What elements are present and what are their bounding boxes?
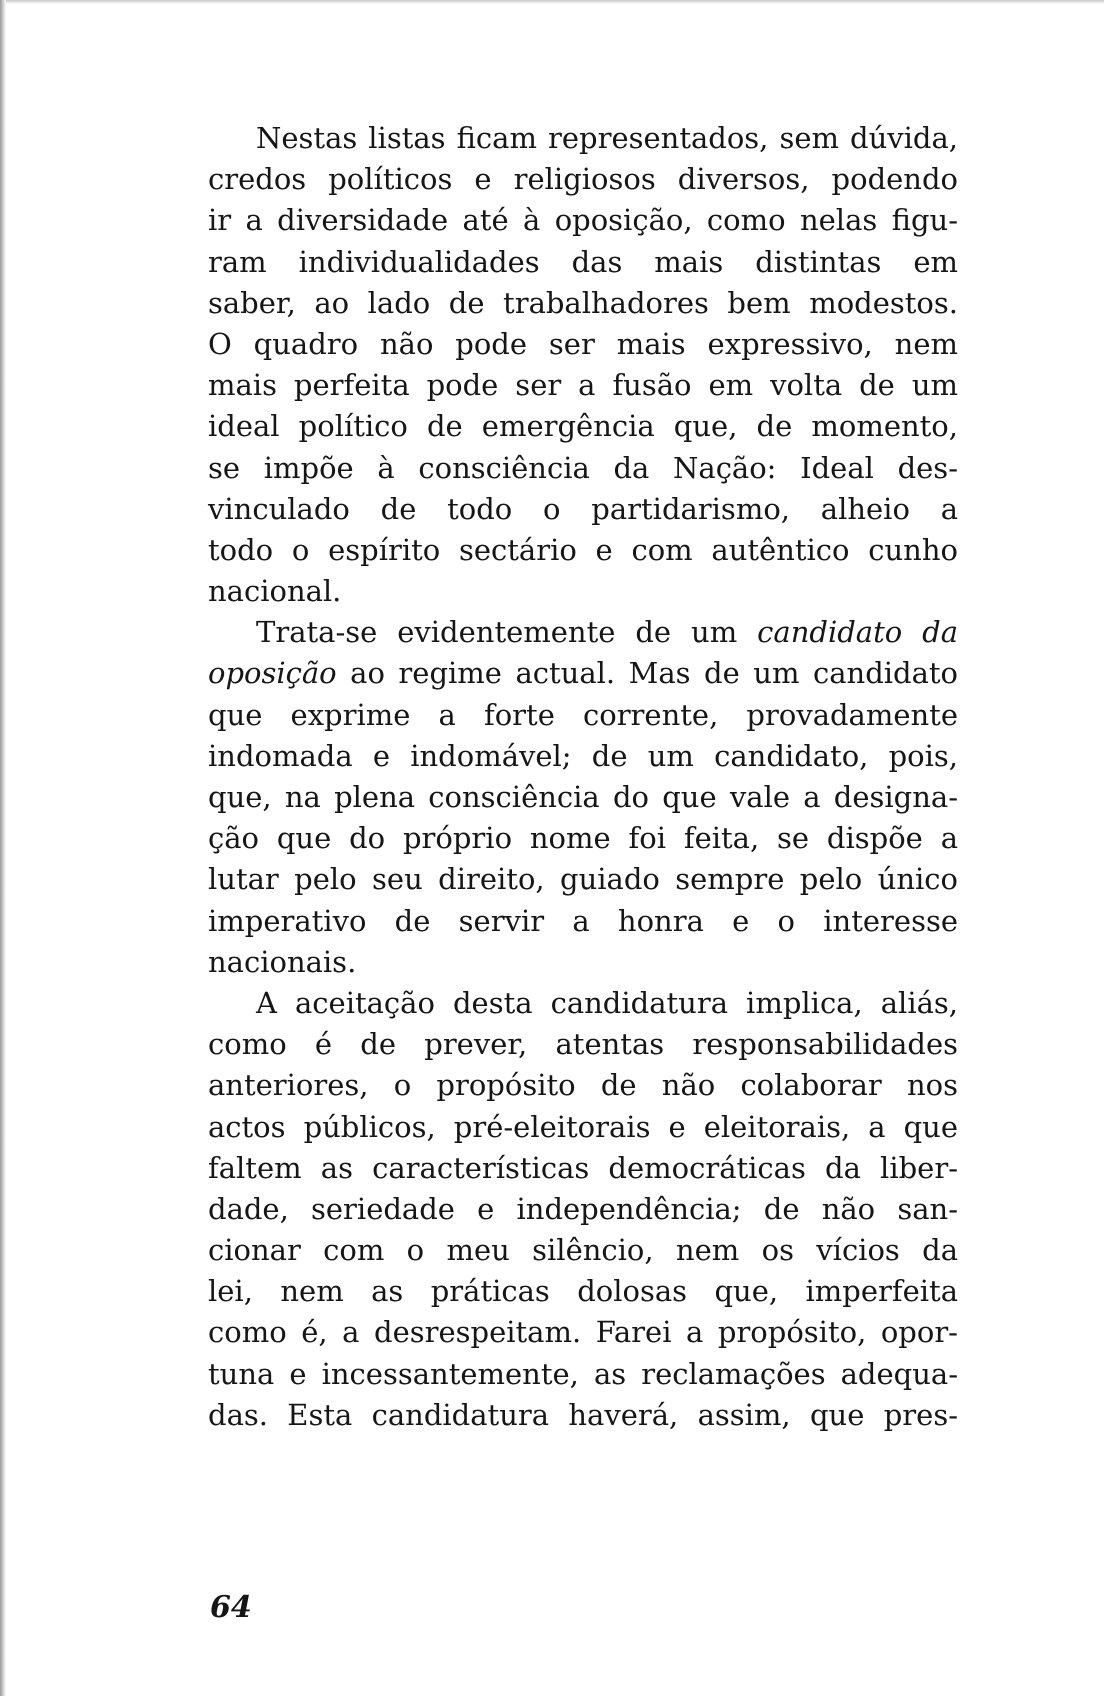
text-line: todo o espírito sectário e com autêntico cunho xyxy=(208,532,958,567)
text-line xyxy=(208,612,958,653)
text-line: lei, nem as práticas dolosas que, imperfeita xyxy=(208,1274,958,1309)
text-line: mais perfeita pode ser a fusão em volta de um xyxy=(208,368,958,403)
text-line: tuna e incessantemente, as reclamações adequa- xyxy=(208,1356,958,1391)
text-line: imperativo de servir a honra e o interesse xyxy=(208,903,958,938)
text-run: ao regime actual. Mas de um candidato xyxy=(336,656,958,691)
text-line: indomada e indomável; de um candidato, pois, xyxy=(208,738,958,773)
page-number: 64 xyxy=(210,1590,252,1625)
text-line: das. Esta candidatura haverá, assim, que pres- xyxy=(208,1397,958,1432)
text-line: que exprime a forte corrente, provadamente xyxy=(208,697,958,732)
text-line: como é de prever, atentas responsabilidades xyxy=(208,1027,958,1062)
italic-term: oposição xyxy=(208,656,337,691)
text-line: vinculado de todo o partidarismo, alheio a xyxy=(208,491,958,526)
page-left-edge xyxy=(0,0,6,1696)
text-line: Nestas listas ficam representados, sem dúvida, xyxy=(256,121,958,155)
text-run: Trata-se evidentemente de um xyxy=(256,615,758,650)
text-line: como é, a desrespeitam. Farei a propósito, opor- xyxy=(208,1315,958,1350)
text-line: nacional. xyxy=(208,574,342,609)
italic-term: candidato da xyxy=(757,615,958,650)
text-line: ir a diversidade até à oposição, como nelas figu- xyxy=(208,203,958,238)
text-line: cionar com o meu silêncio, nem os vícios da xyxy=(208,1233,958,1268)
text-line: que, na plena consciência do que vale a designa- xyxy=(208,780,958,814)
text-line: anteriores, o propósito de não colaborar nos xyxy=(208,1068,958,1103)
text-line: ção que do próprio nome foi feita, se dispõe a xyxy=(208,821,958,856)
paragraph-2 xyxy=(208,612,958,983)
text-line: nacionais. xyxy=(208,944,357,979)
text-line: credos políticos e religiosos diversos, podendo xyxy=(208,162,958,197)
text-line: ideal político de emergência que, de momento, xyxy=(208,409,958,444)
paragraph-3 xyxy=(208,983,958,1436)
text-line xyxy=(208,653,958,694)
text-line: actos públicos, pré-eleitorais e eleitorais, a que xyxy=(208,1109,958,1144)
text-line: dade, seriedade e independência; de não san- xyxy=(208,1191,958,1226)
text-line: faltem as características democráticas da liber- xyxy=(208,1150,958,1185)
text-line: A aceitação desta candidatura implica, aliás, xyxy=(256,985,958,1020)
text-line: O quadro não pode ser mais expressivo, nem xyxy=(208,326,958,361)
body-text xyxy=(208,118,958,1436)
page-top-edge xyxy=(0,0,1104,4)
text-line: ram individualidades das mais distintas em xyxy=(208,244,958,279)
text-line: se impõe à consciência da Nação: Ideal des- xyxy=(208,450,958,485)
text-line: lutar pelo seu direito, guiado sempre pelo único xyxy=(208,862,958,897)
text-line: saber, ao lado de trabalhadores bem modestos. xyxy=(208,285,958,320)
paragraph-1 xyxy=(208,118,958,612)
